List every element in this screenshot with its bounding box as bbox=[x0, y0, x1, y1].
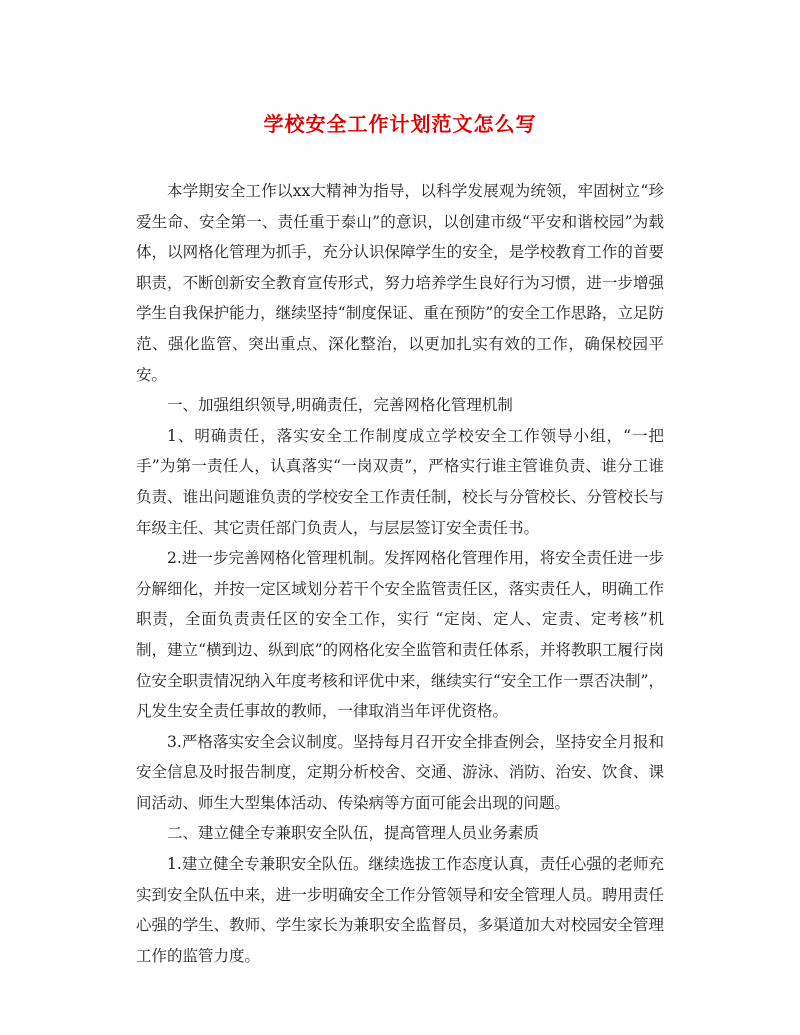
section-heading-2: 二、建立健全专兼职安全队伍，提高管理人员业务素质 bbox=[167, 824, 540, 843]
paragraph-1-3: 3.严格落实安全会议制度。坚持每月召开安全排查例会，坚持安全月报和安全信息及时报告制度，定期分析校舍、交通、游泳、消防、治安、饮食、课间活动、师生大型集体活动、传染病等方面可能会出现的问题。 bbox=[136, 732, 664, 812]
paragraph-1-1: 1、明确责任，落实安全工作制度成立学校安全工作领导小组，“一把手”为第一责任人，认真落实“一岗双责”，严格实行谁主管谁负责、谁分工谁负责、谁出问题谁负责的学校安全工作责任制，校长与分管校长、分管校长与年级主任、其它责任部门负责人，与层层签订安全责任书。 bbox=[136, 426, 664, 537]
document-body bbox=[136, 176, 664, 971]
paragraph-2-1: 1.建立健全专兼职安全队伍。继续选拔工作态度认真，责任心强的老师充实到安全队伍中来，进一步明确安全工作分管领导和安全管理人员。聘用责任心强的学生、教师、学生家长为兼职安全监督员，多渠道加大对校园安全管理工作的监管力度。 bbox=[136, 855, 664, 965]
intro-paragraph: 本学期安全工作以xx大精神为指导，以科学发展观为统领，牢固树立“珍爱生命、安全第一、责任重于泰山”的意识，以创建市级“平安和谐校园”为载体，以网格化管理为抓手，充分认识保障学生的安全，是学校教育工作的首要职责，不断创新安全教育宣传形式，努力培养学生良好行为习惯，进一步增强学生自我保护能力，继续坚持“制度保证、重在预防”的安全工作思路，立足防范、强化监管、突出重点、深化整治，以更加扎实有效的工作，确保校园平安。 bbox=[136, 182, 664, 384]
document-title: 学校安全工作计划范文怎么写 bbox=[263, 112, 537, 136]
paragraph-1-2: 2.进一步完善网格化管理机制。发挥网格化管理作用，将安全责任进一步分解细化，并按一定区域划分若干个安全监管责任区，落实责任人，明确工作职责，全面负责责任区的安全工作，实行 “定岗、定人、定责、定考核”机制，建立“横到边、纵到底”的网格化安全监管和责任体系，并将教职工履行岗位安全职责情况纳入年度考核和评优中来，继续实行“安全工作一票否决制”，凡发生安全责任事故的教师，一律取消当年评优资格。 bbox=[136, 549, 664, 721]
section-heading-1: 一、加强组织领导,明确责任，完善网格化管理机制 bbox=[167, 396, 513, 415]
